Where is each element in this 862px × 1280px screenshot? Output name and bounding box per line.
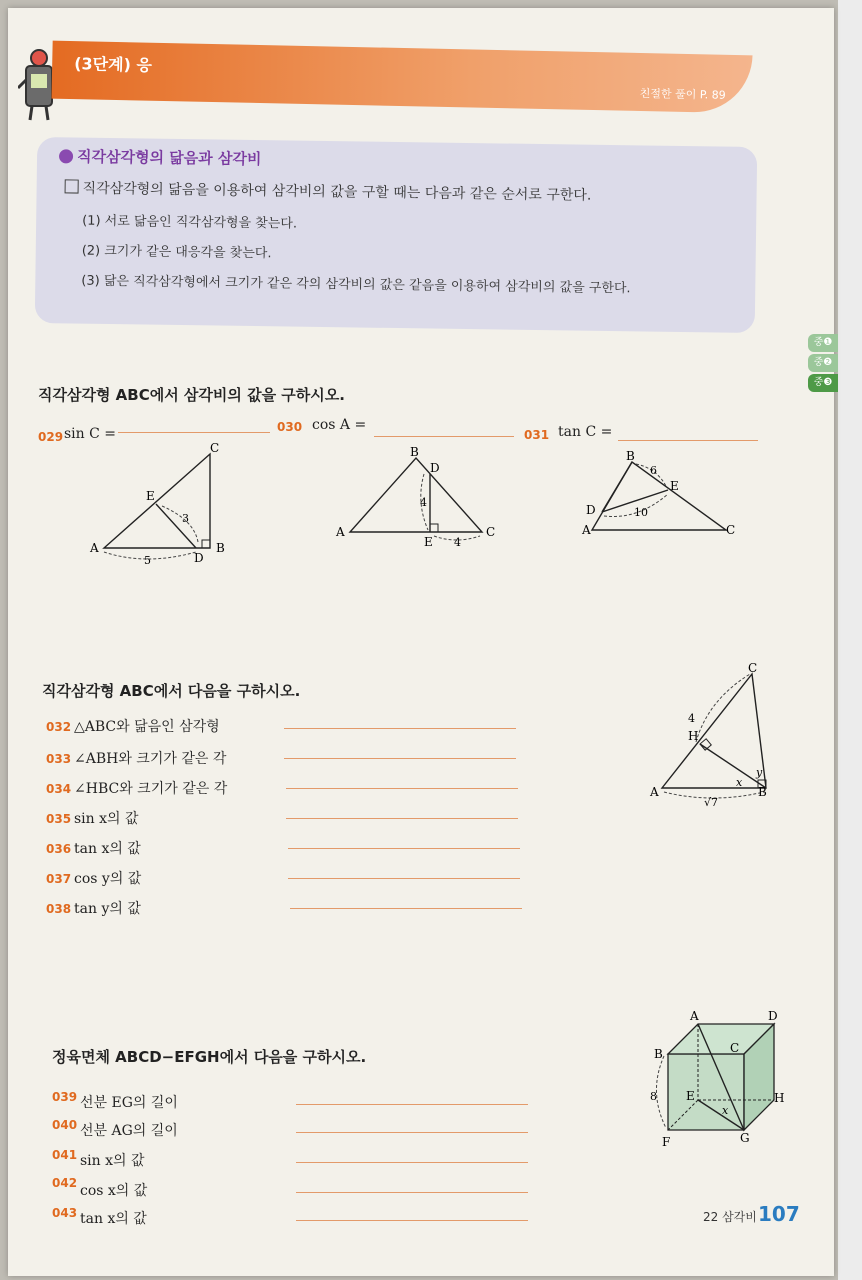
edge-length-label: 8 <box>650 1090 657 1103</box>
answer-line[interactable] <box>286 788 518 789</box>
label-c: C <box>210 441 220 455</box>
label-a: A <box>336 525 345 539</box>
question-number: 030 <box>277 420 303 434</box>
checkbox-icon <box>65 179 79 193</box>
label-c: C <box>486 525 496 539</box>
question-text: cos x의 값 <box>80 1183 148 1199</box>
answer-line[interactable] <box>290 908 522 909</box>
answer-line[interactable] <box>288 878 520 879</box>
question-number: 039 <box>52 1090 78 1104</box>
label-a: A <box>582 523 591 537</box>
question-number: 037 <box>46 872 72 886</box>
label-b: B <box>758 785 767 799</box>
answer-line[interactable] <box>288 848 520 849</box>
length-label: 10 <box>634 506 648 519</box>
label-c: C <box>730 1041 740 1055</box>
question-text: cos y의 값 <box>74 871 142 887</box>
answer-line[interactable] <box>296 1192 528 1193</box>
figure-029-triangle <box>86 440 246 570</box>
question-number: 035 <box>46 812 72 826</box>
label-g: G <box>740 1131 750 1145</box>
label-a: A <box>650 785 659 799</box>
level-tabs <box>808 334 838 394</box>
question-number: 036 <box>46 842 72 856</box>
adjacent-page-edge <box>838 0 862 1280</box>
length-label: 5 <box>144 554 151 567</box>
length-label: 4 <box>454 536 461 549</box>
answer-line[interactable] <box>618 440 758 441</box>
length-label: 4 <box>420 496 427 509</box>
question-text: △ABC와 닮음인 삼각형 <box>74 719 220 735</box>
section3-instruction: 정육면체 ABCD−EFGH에서 다음을 구하시오. <box>52 1048 367 1066</box>
label-b: B <box>216 541 225 555</box>
angle-y-label: y <box>756 766 763 779</box>
question-text: sin x의 값 <box>74 811 139 827</box>
angle-x-label: x <box>722 1104 729 1117</box>
tab-level-1[interactable]: 중❶ <box>808 334 838 352</box>
label-b: B <box>410 445 419 459</box>
label-a: A <box>690 1009 699 1023</box>
bulb-icon <box>59 149 73 163</box>
label-e: E <box>686 1089 695 1103</box>
answer-line[interactable] <box>118 432 270 433</box>
length-label: 4 <box>688 712 695 725</box>
question-number: 038 <box>46 902 72 916</box>
label-e: E <box>146 489 155 503</box>
question-expression: sin C = <box>64 426 117 442</box>
question-text: tan y의 값 <box>74 901 141 917</box>
question-text: tan x의 값 <box>74 841 141 857</box>
length-label: 6 <box>650 464 657 477</box>
answer-line[interactable] <box>374 436 514 437</box>
tab-level-2[interactable]: 중❷ <box>808 354 838 372</box>
note-intro: 직각삼각형의 닮음을 이용하여 삼각비의 값을 구할 때는 다음과 같은 순서로 구한다. <box>64 177 591 204</box>
figure-right-triangle-hbc <box>646 660 776 810</box>
note-title: 직각삼각형의 닮음과 삼각비 <box>59 145 262 169</box>
question-number: 040 <box>52 1118 78 1132</box>
label-c: C <box>748 661 758 675</box>
question-expression: cos A = <box>312 417 367 433</box>
answer-line[interactable] <box>296 1162 528 1163</box>
question-number: 029 <box>38 430 64 444</box>
angle-x-label: x <box>736 776 743 789</box>
tab-level-3[interactable]: 중❸ <box>808 374 838 392</box>
note-step-1: (1) 서로 닮음인 직각삼각형을 찾는다. <box>82 213 298 232</box>
label-h: H <box>688 729 699 743</box>
section1-instruction: 직각삼각형 ABC에서 삼각비의 값을 구하시오. <box>38 386 345 404</box>
question-text: 선분 AG의 길이 <box>80 1123 178 1139</box>
answer-line[interactable] <box>296 1132 528 1133</box>
figure-031-triangle <box>578 450 758 550</box>
figure-030-triangle <box>330 444 510 554</box>
question-text: 선분 EG의 길이 <box>80 1095 178 1111</box>
length-label: √7 <box>704 796 719 809</box>
question-number: 043 <box>52 1206 78 1220</box>
answer-line[interactable] <box>296 1220 528 1221</box>
label-e: E <box>424 535 433 549</box>
question-number: 041 <box>52 1148 78 1162</box>
label-a: A <box>90 541 99 555</box>
question-number: 042 <box>52 1176 78 1190</box>
label-d: D <box>430 461 440 475</box>
question-text: ∠HBC와 크기가 같은 각 <box>74 781 228 797</box>
label-b: B <box>654 1047 663 1061</box>
answer-line[interactable] <box>296 1104 528 1105</box>
question-text: tan x의 값 <box>80 1211 147 1227</box>
label-d: D <box>194 551 204 565</box>
answer-line[interactable] <box>284 758 516 759</box>
stage-label: (3단계) 응 <box>74 54 153 75</box>
question-number: 031 <box>524 428 550 442</box>
label-d: D <box>768 1009 778 1023</box>
label-d: D <box>586 503 596 517</box>
answer-line[interactable] <box>286 818 518 819</box>
answer-line[interactable] <box>284 728 516 729</box>
note-step-3: (3) 닮은 직각삼각형에서 크기가 같은 각의 삼각비의 값은 같음을 이용하여 삼각비의 값을 구한다. <box>81 273 631 297</box>
note-step-2: (2) 크기가 같은 대응각을 찾는다. <box>81 243 272 262</box>
chapter-label: 22 삼각비 <box>703 1210 757 1224</box>
question-number: 034 <box>46 782 72 796</box>
figure-cube <box>640 1006 790 1152</box>
section2-instruction: 직각삼각형 ABC에서 다음을 구하시오. <box>42 682 301 700</box>
concept-note-box <box>35 137 758 333</box>
question-text: ∠ABH와 크기가 같은 각 <box>74 751 227 767</box>
question-expression: tan C = <box>558 424 613 440</box>
label-e: E <box>670 479 679 493</box>
solution-reference: 친절한 풀이 P. 89 <box>639 86 726 102</box>
label-c: C <box>726 523 736 537</box>
label-b: B <box>626 450 635 463</box>
question-number: 032 <box>46 720 72 734</box>
page-number: 107 <box>758 1202 800 1226</box>
label-h: H <box>774 1091 785 1105</box>
length-label: 3 <box>182 512 189 525</box>
label-f: F <box>662 1135 671 1149</box>
question-text: sin x의 값 <box>80 1153 145 1169</box>
question-number: 033 <box>46 752 72 766</box>
